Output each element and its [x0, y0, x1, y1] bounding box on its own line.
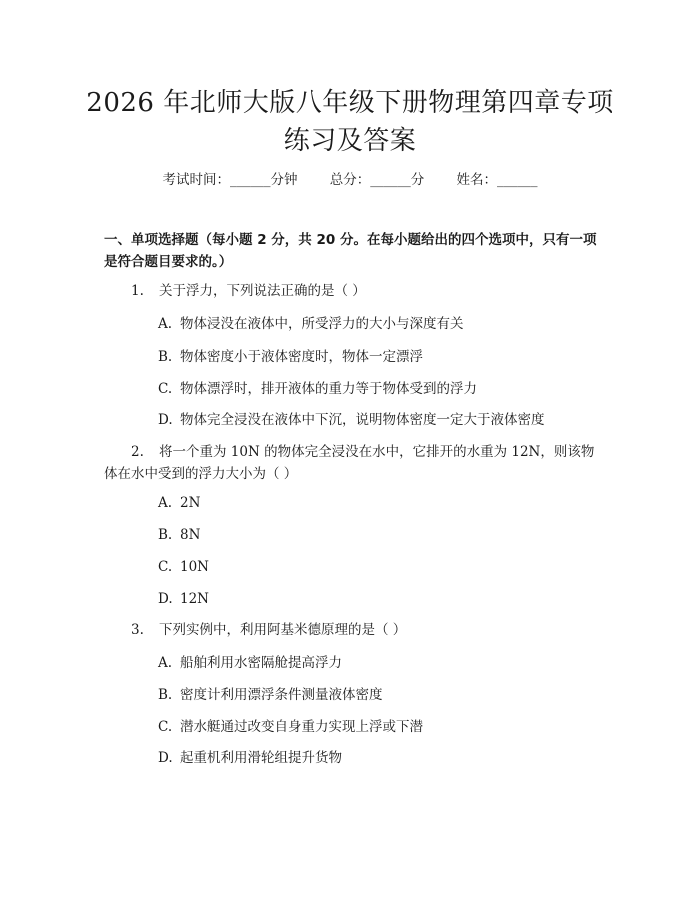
- question-text: 下列实例中，利用阿基米德原理的是（ ）: [159, 622, 407, 638]
- question-text: 将一个重为 10N 的物体完全浸没在水中，它排开的水重为 12N，则该物体在水中受到的浮力大小为（ ）: [104, 444, 595, 482]
- section-heading: 一、单项选择题（每小题 2 分，共 20 分。在每小题给出的四个选项中，只有一项是符合题目要求的。）: [104, 232, 597, 270]
- option-letter: B.: [158, 527, 173, 543]
- question-2-option-d: [158, 588, 598, 610]
- question-2-option-a: [158, 492, 598, 514]
- question-2-option-c: [158, 556, 598, 578]
- option-text: 密度计利用漂浮条件测量液体密度: [180, 687, 383, 703]
- option-letter: A.: [158, 655, 173, 671]
- question-1-option-d: [158, 409, 598, 431]
- total-score-field: 总分：______分: [329, 172, 425, 188]
- question-3-option-d: [158, 747, 598, 769]
- student-name-field: 姓名：______: [456, 172, 538, 188]
- option-text: 8N: [180, 527, 201, 543]
- option-text: 物体完全浸没在液体中下沉，说明物体密度一定大于液体密度: [180, 412, 545, 428]
- question-1-option-c: [158, 378, 598, 400]
- option-text: 物体漂浮时，排开液体的重力等于物体受到的浮力: [180, 381, 477, 397]
- exam-info-line: [0, 168, 700, 188]
- option-letter: D.: [158, 750, 173, 766]
- question-1-option-b: [158, 346, 598, 368]
- question-3-option-b: [158, 684, 598, 706]
- option-letter: C.: [158, 719, 173, 735]
- option-text: 潜水艇通过改变自身重力实现上浮或下潜: [180, 719, 423, 735]
- option-letter: A.: [158, 495, 173, 511]
- option-letter: B.: [158, 687, 173, 703]
- option-text: 船舶利用水密隔舱提高浮力: [180, 655, 342, 671]
- question-1-stem: [104, 280, 600, 302]
- question-number: 3.: [131, 622, 144, 638]
- question-2-option-b: [158, 524, 598, 546]
- option-letter: A.: [158, 316, 173, 332]
- question-1-option-a: [158, 313, 598, 335]
- question-number: 2.: [131, 444, 144, 460]
- question-3-option-c: [158, 716, 598, 738]
- option-letter: B.: [158, 349, 173, 365]
- option-text: 物体浸没在液体中，所受浮力的大小与深度有关: [180, 316, 464, 332]
- option-letter: C.: [158, 381, 173, 397]
- option-text: 起重机利用滑轮组提升货物: [180, 750, 342, 766]
- question-number: 1.: [131, 283, 144, 299]
- question-3-option-a: [158, 652, 598, 674]
- option-letter: D.: [158, 591, 173, 607]
- option-text: 12N: [180, 591, 209, 607]
- option-text: 物体密度小于液体密度时，物体一定漂浮: [180, 349, 423, 365]
- question-3-stem: [104, 619, 600, 641]
- exam-time-field: 考试时间：______分钟: [162, 172, 298, 188]
- option-text: 2N: [180, 495, 201, 511]
- document-title: 2026 年北师大版八年级下册物理第四章专项练习及答案: [86, 88, 614, 156]
- option-text: 10N: [180, 559, 209, 575]
- option-letter: C.: [158, 559, 173, 575]
- question-text: 关于浮力，下列说法正确的是（ ）: [159, 283, 366, 299]
- question-2-stem: [104, 441, 600, 485]
- option-letter: D.: [158, 412, 173, 428]
